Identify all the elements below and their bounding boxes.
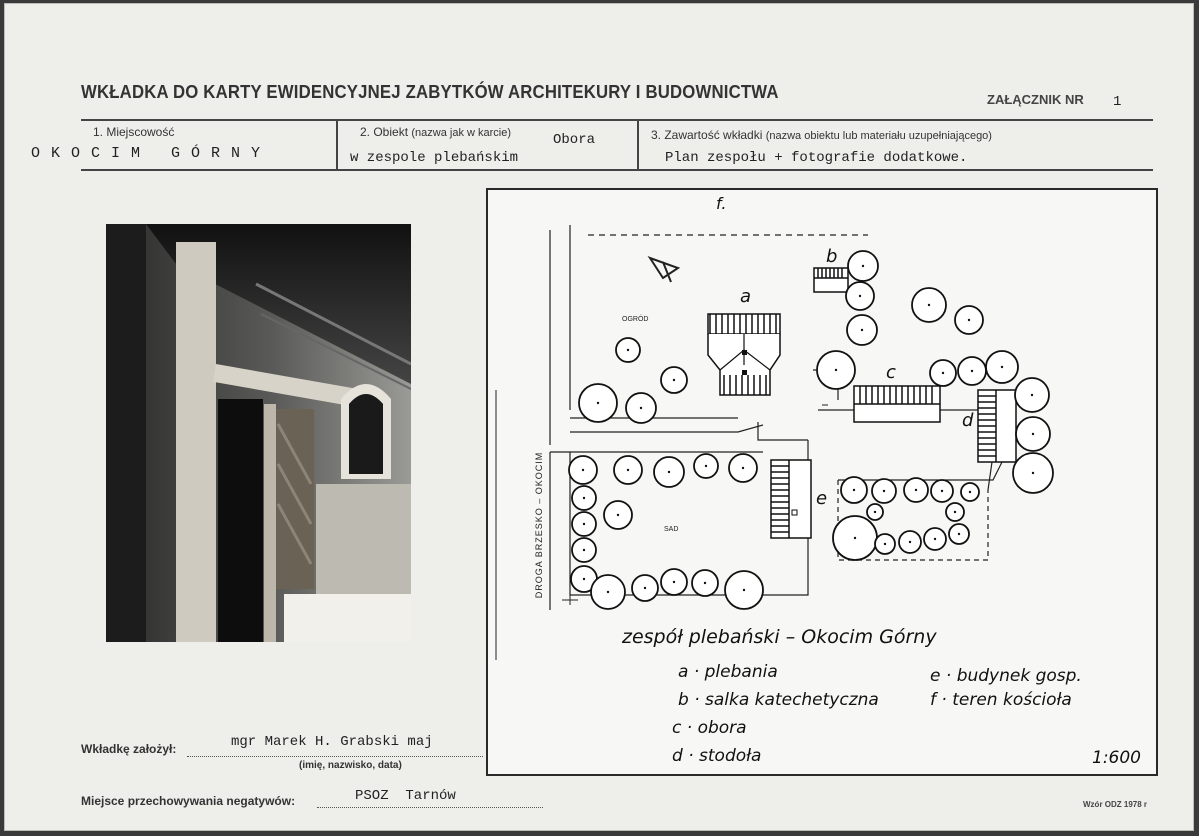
legend-a: a · plebania: [678, 662, 778, 682]
legend-b: b · salka katechetyczna: [678, 690, 879, 710]
tree-center-dot: [942, 372, 944, 374]
site-plan: [486, 188, 1158, 776]
field-divider-1: [336, 119, 338, 171]
attachment-label: ZAŁĄCZNIK NR: [987, 92, 1084, 107]
tree-center-dot: [874, 511, 876, 513]
tree-center-dot: [583, 578, 585, 580]
tree-center-dot: [742, 467, 744, 469]
content-label: 3. Zawartość wkładki: [651, 128, 763, 142]
object-hint: (nazwa jak w karcie): [411, 127, 512, 139]
tree-center-dot: [928, 304, 930, 306]
tree-center-dot: [968, 319, 970, 321]
tree-center-dot: [853, 489, 855, 491]
plan-label-f: f.: [716, 194, 727, 213]
photo-image: [106, 224, 411, 642]
tree-center-dot: [915, 489, 917, 491]
tree-center-dot: [673, 581, 675, 583]
tree-center-dot: [705, 465, 707, 467]
locality-value: O K O C I M G Ó R N Y: [31, 145, 262, 162]
plan-caption: zespół plebański – Okocim Górny: [622, 626, 937, 648]
tree-center-dot: [607, 591, 609, 593]
tree-center-dot: [835, 369, 837, 371]
plan-garden-label: OGRÓD: [622, 316, 649, 323]
legend-c: c · obora: [672, 718, 747, 738]
form-title: WKŁADKA DO KARTY EWIDENCYJNEJ ZABYTKÓW ARCHITEKURY I BUDOWNICTWA: [81, 82, 779, 102]
tree-center-dot: [627, 469, 629, 471]
tree-center-dot: [934, 538, 936, 540]
tree-center-dot: [1032, 433, 1034, 435]
legend-f: f · teren kościoła: [930, 690, 1072, 710]
tree-center-dot: [640, 407, 642, 409]
tree-center-dot: [673, 379, 675, 381]
tree-center-dot: [971, 370, 973, 372]
plan-road-label: DROGA BRZESKO – OKOCIM: [534, 451, 544, 599]
tree-center-dot: [583, 523, 585, 525]
building-b: [814, 268, 848, 292]
object-value-1: Obora: [553, 132, 596, 148]
north-arrow-icon: [650, 258, 678, 282]
tree-center-dot: [862, 265, 864, 267]
photo-barn-door: [106, 224, 411, 642]
tree-center-dot: [941, 490, 943, 492]
field-divider-2: [637, 119, 639, 171]
author-value: mgr Marek H. Grabski maj: [231, 734, 433, 750]
tree-center-dot: [1031, 394, 1033, 396]
tree-center-dot: [704, 582, 706, 584]
tree-center-dot: [743, 589, 745, 591]
author-underline: [187, 756, 483, 757]
tree-center-dot: [958, 533, 960, 535]
tree-center-dot: [1001, 366, 1003, 368]
tree-center-dot: [668, 471, 670, 473]
tree-center-dot: [617, 514, 619, 516]
building-d: [978, 390, 1016, 462]
header-top-rule: [81, 119, 1153, 121]
tree-center-dot: [883, 490, 885, 492]
plan-scale: 1:600: [1092, 748, 1141, 768]
tree-center-dot: [884, 543, 886, 545]
storage-label: Miejsce przechowywania negatywów:: [81, 794, 296, 808]
plan-label-a: a: [740, 286, 752, 307]
tree-center-dot: [861, 329, 863, 331]
plan-label-c: c: [886, 362, 896, 383]
storage-value: PSOZ Tarnów: [355, 788, 456, 804]
tree-center-dot: [644, 587, 646, 589]
author-label: Wkładkę założył:: [81, 742, 177, 756]
tree-center-dot: [597, 402, 599, 404]
tree-center-dot: [854, 537, 856, 539]
object-label: 2. Obiekt: [360, 125, 409, 139]
site-plan-drawing: [488, 190, 1156, 774]
tree-center-dot: [583, 549, 585, 551]
content-value: Plan zespołu + fotografie dodatkowe.: [665, 150, 968, 166]
storage-underline: [317, 807, 543, 808]
tree-center-dot: [969, 491, 971, 493]
building-e: [771, 460, 811, 538]
form-code: Wzór ODZ 1978 r: [1083, 800, 1148, 809]
content-hint: (nazwa obiektu lub materiału uzupełniającego): [765, 130, 992, 142]
legend-d: d · stodoła: [672, 746, 762, 766]
inventory-card-insert: [4, 3, 1194, 831]
author-hint: (imię, nazwisko, data): [299, 760, 402, 771]
header-bottom-rule: [81, 169, 1153, 171]
tree-center-dot: [909, 541, 911, 543]
attachment-number: 1: [1113, 94, 1122, 110]
building-c: [854, 386, 940, 422]
tree-center-dot: [859, 295, 861, 297]
locality-label: 1. Miejscowość: [93, 125, 175, 139]
tree-center-dot: [583, 497, 585, 499]
tree-center-dot: [954, 511, 956, 513]
plan-label-e: e: [816, 488, 828, 509]
building-a: [708, 314, 780, 395]
content-label-group: [651, 128, 992, 142]
tree-center-dot: [627, 349, 629, 351]
object-label-group: [360, 125, 511, 139]
plan-label-b: b: [826, 246, 838, 267]
plan-label-d: d: [962, 410, 974, 431]
tree-center-dot: [1032, 472, 1034, 474]
tree-center-dot: [582, 469, 584, 471]
legend-e: e · budynek gosp.: [930, 666, 1082, 686]
object-value-2: w zespole plebańskim: [350, 150, 519, 166]
plan-orchard-label: SAD: [664, 526, 679, 533]
